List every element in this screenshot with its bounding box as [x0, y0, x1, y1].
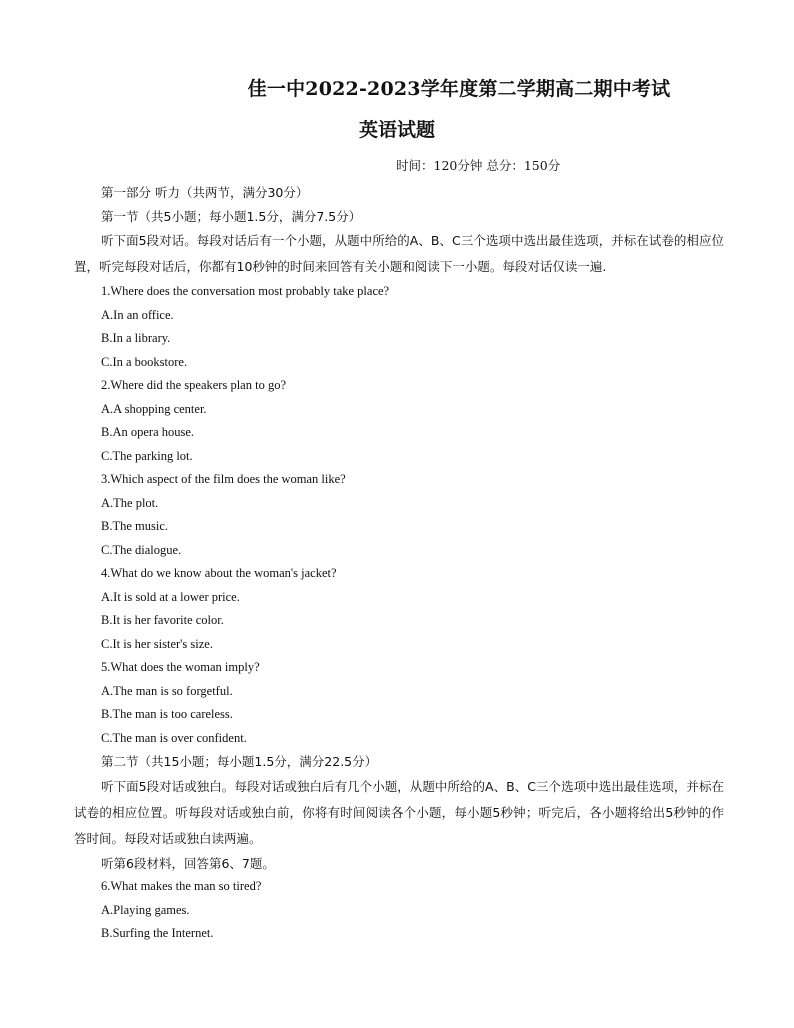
section2-instructions: 听下面5段对话或独白。每段对话或独白后有几个小题，从题中所给的A、B、C三个选项中选出最佳选项，并标在试卷的相应位置。听每段对话或独白前，你将有时间阅读各个小题，每小题5秒钟；听完后，各小题将给出5秒钟的作答时间。每段对话或独白读两遍。: [74, 778, 724, 846]
option-b: B.The music.: [101, 519, 169, 533]
option-a: A.In an office.: [101, 307, 174, 322]
question-stem: 3.Which aspect of the film does the woman like?: [101, 472, 346, 486]
option-b: B.An opera house.: [101, 425, 195, 439]
question-5: [74, 656, 724, 750]
question-4: [74, 562, 724, 656]
option-a: A.The man is so forgetful.: [101, 683, 233, 698]
question-stem: 4.What do we know about the woman's jacket?: [101, 566, 337, 580]
question-stem: 1.Where does the conversation most probably take place?: [101, 284, 390, 298]
question-3: [74, 468, 724, 562]
question-stem: 6.What makes the man so tired?: [101, 879, 262, 893]
option-b: B.It is her favorite color.: [101, 613, 224, 627]
material-6-label: 听第6段材料，回答第6、7题。: [101, 855, 275, 871]
option-a: A.It is sold at a lower price.: [101, 589, 240, 604]
question-1: [74, 280, 724, 374]
question-2: [74, 374, 724, 468]
option-b: B.Surfing the Internet.: [101, 926, 214, 940]
option-a: A.The plot.: [101, 495, 159, 510]
option-c: C.The man is over confident.: [101, 730, 247, 745]
section1-instructions: 听下面5段对话。每段对话后有一个小题，从题中所给的A、B、C三个选项中选出最佳选项，并标在试卷的相应位置，听完每段对话后，你都有10秒钟的时间来回答有关小题和阅读下一小题。每段对话仅读一遍.: [74, 233, 724, 274]
option-c: C.The dialogue.: [101, 542, 182, 557]
part-heading: 第一部分 听力（共两节，满分30分）: [101, 185, 309, 200]
option-c: C.It is her sister's size.: [101, 636, 213, 651]
exam-time-score: 时间：120分钟 总分：150分: [396, 158, 561, 173]
option-a: A.Playing games.: [101, 902, 190, 917]
option-b: B.The man is too careless.: [101, 707, 233, 721]
question-stem: 2.Where did the speakers plan to go?: [101, 378, 287, 392]
option-c: C.The parking lot.: [101, 448, 193, 463]
option-c: C.In a bookstore.: [101, 354, 188, 369]
section2-heading: 第二节（共15小题；每小题1.5分，满分22.5分）: [101, 754, 378, 769]
option-b: B.In a library.: [101, 331, 171, 345]
section1-heading: 第一节（共5小题；每小题1.5分，满分7.5分）: [101, 208, 362, 224]
exam-subtitle: 英语试题: [358, 119, 435, 141]
exam-body: [74, 181, 724, 946]
question-stem: 5.What does the woman imply?: [101, 660, 260, 674]
option-a: A.A shopping center.: [101, 401, 207, 416]
question-6: [74, 875, 724, 946]
exam-title: 佳一中2022-2023学年度第二学期高二期中考试: [247, 78, 671, 100]
